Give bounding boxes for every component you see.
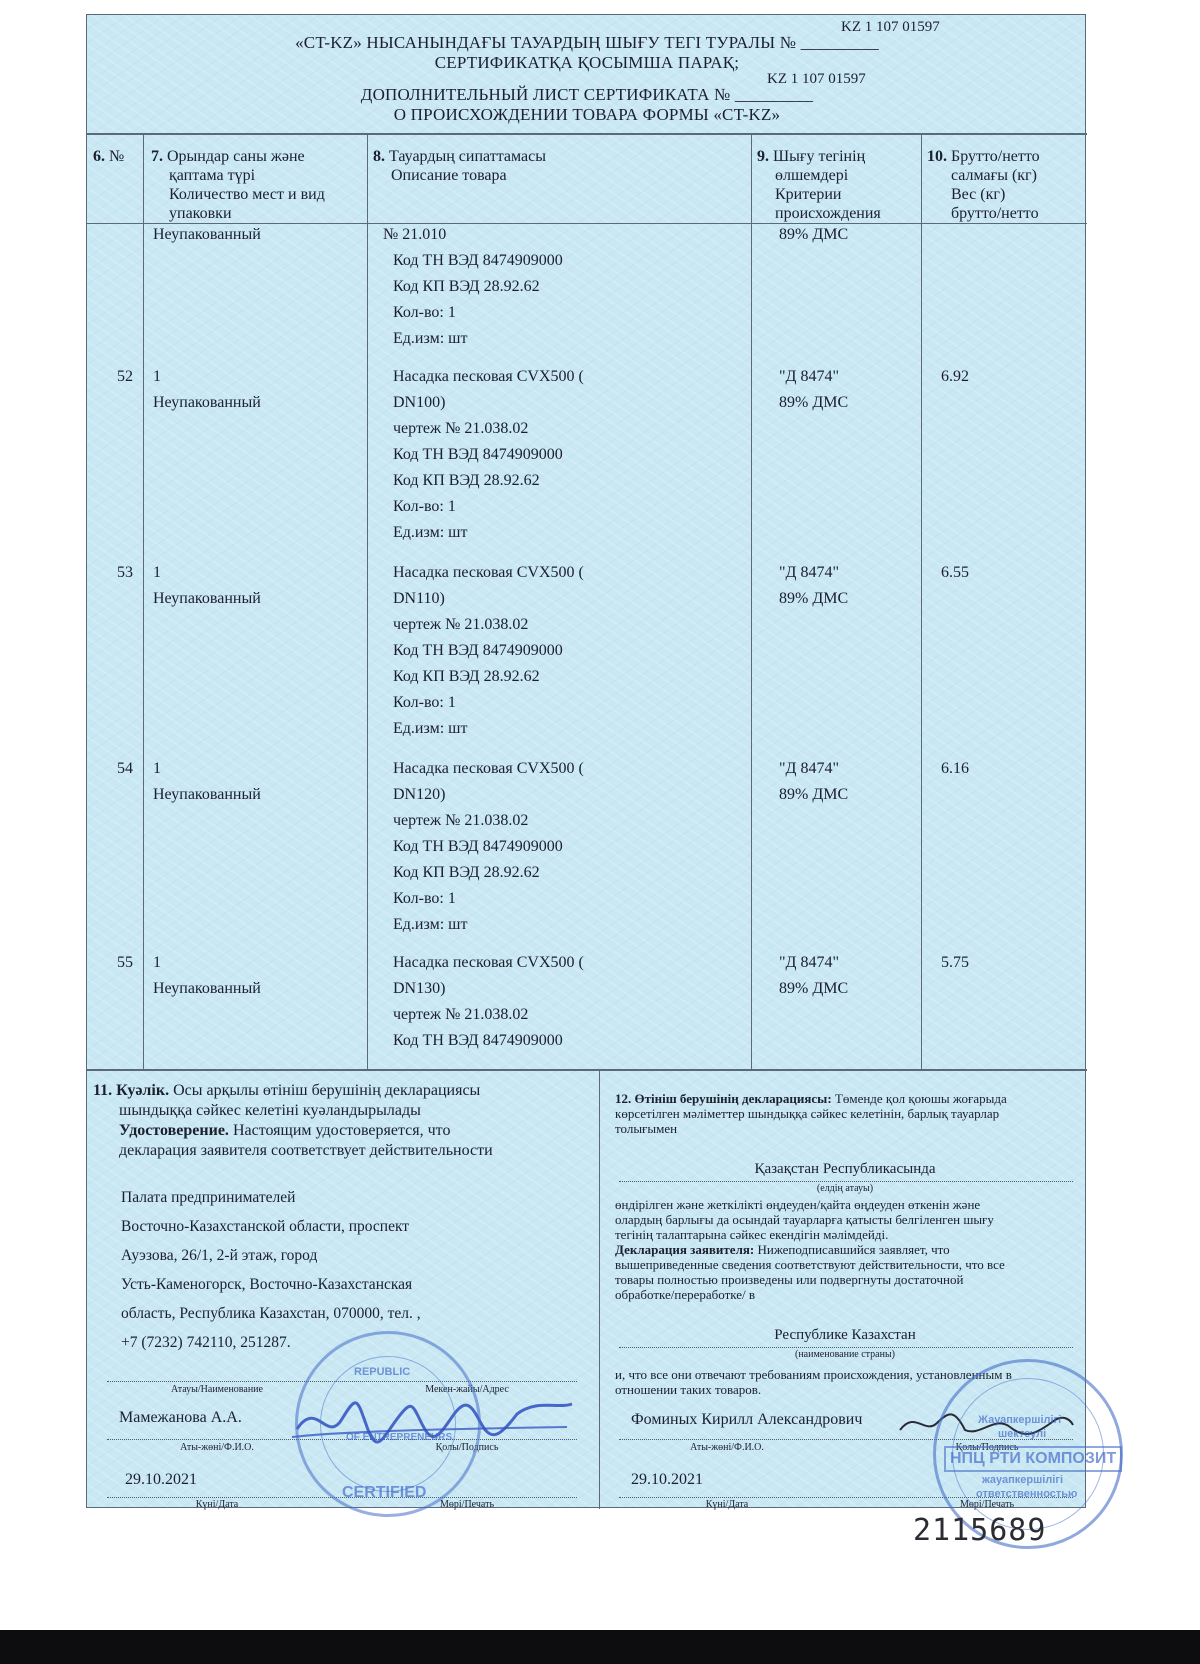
box12-country-ru: Республике Казахстан <box>774 1327 916 1343</box>
item-criteria: 89% ДМС <box>779 980 849 997</box>
cert-number-2: KZ 1 107 01597 <box>767 71 866 87</box>
company-stamp-top: Жауапкершілігі <box>978 1414 1062 1426</box>
item-qty: 1 <box>153 368 161 385</box>
address-line: Восточно-Казахстанской области, проспект <box>121 1218 410 1235</box>
item-desc-line: Ед.изм: шт <box>393 916 468 933</box>
col7-line-0: 7. Орындар саны және <box>151 148 305 165</box>
cert-number-1: KZ 1 107 01597 <box>841 19 940 35</box>
col7-line-2: Количество мест и вид <box>169 186 325 203</box>
box11-kz-line2: шындыққа сәйкес келетіні куәландырылады <box>119 1102 421 1119</box>
item-criteria: "Д 8474" <box>779 760 839 777</box>
col-header-criteria <box>757 147 881 223</box>
chamber-stamp-top-text: REPUBLIC <box>354 1366 411 1378</box>
address-line: область, Республика Казахстан, 070000, тел. , <box>121 1305 421 1322</box>
item-desc-line: Кол-во: 1 <box>393 498 456 515</box>
item-weight: 6.16 <box>941 760 969 777</box>
col10-line-0: 10. Брутто/нетто <box>927 148 1040 165</box>
box11-kz-line1: 11. Куәлік. Осы арқылы өтініш берушінің декларациясы <box>93 1082 481 1099</box>
item-desc-line: Кол-во: 1 <box>393 694 456 711</box>
col9-line-2: Критерии <box>775 186 842 203</box>
item-desc-line: Насадка песковая CVX500 ( <box>393 564 584 581</box>
box12-ru2-line: и, что все они отвечают требованиям происхождения, установленным в <box>615 1367 1012 1382</box>
col7-line-1: қаптама түрі <box>169 167 256 184</box>
box11-title <box>93 1081 593 1161</box>
column-header-border <box>87 223 1087 224</box>
table-top-border <box>87 133 1087 135</box>
box12-ru-line: вышеприведенные сведения соответствуют действительности, что все <box>615 1257 1005 1272</box>
item-desc-line: Ед.изм: шт <box>393 524 468 541</box>
box11-label-seal: Мөрі/Печать <box>440 1499 494 1510</box>
item-desc-line: DN130) <box>393 980 446 997</box>
carryover-desc-3: Кол-во: 1 <box>393 304 456 321</box>
item-weight: 6.55 <box>941 564 969 581</box>
item-no: 55 <box>117 954 133 971</box>
header-ru-line2: О ПРОИСХОЖДЕНИИ ТОВАРА ФОРМЫ «CT-KZ» <box>393 105 781 124</box>
col8-line-0: 8. Тауардың сипаттамасы <box>373 148 546 165</box>
item-qty: 1 <box>153 760 161 777</box>
box12-country-kz-rule <box>619 1181 1073 1182</box>
col9-line-0: 9. Шығу тегінің <box>757 148 866 165</box>
col-header-description <box>373 147 546 185</box>
item-desc-line: DN120) <box>393 786 446 803</box>
item-qty: 1 <box>153 954 161 971</box>
box11-date: 29.10.2021 <box>125 1471 197 1488</box>
header-kz-line2: СЕРТИФИКАТҚА ҚОСЫМША ПАРАҚ; <box>434 53 740 72</box>
header-kz <box>87 33 1087 73</box>
item-qty: 1 <box>153 564 161 581</box>
scan-edge-bar <box>0 1630 1200 1664</box>
header-kz-line1: «CT-KZ» НЫСАНЫНДАҒЫ ТАУАРДЫҢ ШЫҒУ ТЕГІ ТУРАЛЫ № _________ <box>295 33 879 52</box>
box12-kz2-line: олардың барлығы да осындай тауарларға қатысты белгіленген шығу <box>615 1212 994 1227</box>
item-packaging: Неупакованный <box>153 394 261 411</box>
chamber-stamp-bottom-text: CERTIFIED <box>342 1484 427 1501</box>
carryover-desc-2: Код КП ВЭД 28.92.62 <box>393 278 540 295</box>
box12-label-sign: Қолы/Подпись <box>955 1442 1019 1453</box>
carryover-desc-1: Код ТН ВЭД 8474909000 <box>393 252 563 269</box>
box-divider <box>599 1069 600 1509</box>
item-desc-line: DN100) <box>393 394 446 411</box>
item-desc-line: Код КП ВЭД 28.92.62 <box>393 472 540 489</box>
item-criteria: "Д 8474" <box>779 368 839 385</box>
col7-line-3: упаковки <box>169 205 232 222</box>
item-weight: 6.92 <box>941 368 969 385</box>
item-desc-line: чертеж № 21.038.02 <box>393 1006 529 1023</box>
box11-ru-line2: декларация заявителя соответствует действительности <box>119 1142 493 1159</box>
col-divider-4 <box>921 133 922 1069</box>
box12-ru-line: обработке/переработке/ в <box>615 1287 756 1302</box>
box12-title-line: 12. Өтініш берушінің декларациясы: Төменде қол қоюшы жоғарыда <box>615 1091 1007 1106</box>
header-ru <box>87 85 1087 125</box>
col-header-packaging <box>151 147 361 223</box>
carryover-criteria: 89% ДМС <box>779 226 849 243</box>
item-desc-line: чертеж № 21.038.02 <box>393 812 529 829</box>
table-bottom-border <box>87 1069 1087 1071</box>
item-desc-line: DN110) <box>393 590 445 607</box>
item-desc-line: Насадка песковая CVX500 ( <box>393 760 584 777</box>
box12-country-kz-label: (елдің атауы) <box>816 1183 874 1194</box>
address-line: Усть-Каменогорск, Восточно-Казахстанская <box>121 1276 413 1293</box>
carryover-packaging: Неупакованный <box>153 226 261 243</box>
address-line: Палата предпринимателей <box>121 1189 296 1206</box>
company-stamp-low: жауапкершілігі <box>982 1474 1064 1486</box>
chamber-stamp <box>295 1331 481 1517</box>
carryover-desc-0: № 21.010 <box>383 226 447 243</box>
box12-label-date: Күні/Дата <box>705 1499 749 1510</box>
box12-ru-title: Декларация заявителя: Нижеподписавшийся заявляет, что <box>615 1242 950 1257</box>
item-desc-line: Насадка песковая CVX500 ( <box>393 368 584 385</box>
item-desc-line: Код ТН ВЭД 8474909000 <box>393 838 563 855</box>
col8-line-1: Описание товара <box>391 167 507 184</box>
item-desc-line: чертеж № 21.038.02 <box>393 420 529 437</box>
item-packaging: Неупакованный <box>153 980 261 997</box>
box12-country-ru-label: (наименование страны) <box>794 1349 896 1360</box>
certificate-sheet <box>86 14 1117 1510</box>
item-criteria: 89% ДМС <box>779 786 849 803</box>
col10-line-3: брутто/нетто <box>951 205 1039 222</box>
box12-ru-line: товары полностью произведены или подвергнуты достаточной <box>615 1272 964 1287</box>
col-divider-1 <box>143 133 144 1069</box>
col-header-number: 6. № <box>93 148 125 165</box>
item-desc-line: Код ТН ВЭД 8474909000 <box>393 1032 563 1049</box>
col10-line-2: Вес (кг) <box>951 186 1006 203</box>
item-criteria: 89% ДМС <box>779 394 849 411</box>
company-stamp-mid: шектеулі <box>998 1428 1047 1440</box>
item-weight: 5.75 <box>941 954 969 971</box>
box12-kz2-line: өндірілген және жеткілікті өңдеуден/қайта өңдеуден өткенін және <box>615 1197 981 1212</box>
item-desc-line: Код ТН ВЭД 8474909000 <box>393 642 563 659</box>
box12-kz-line: көрсетілген мәліметтер шындыққа сәйкес келетінін, барлық тауарлар <box>615 1106 1000 1121</box>
item-criteria: "Д 8474" <box>779 564 839 581</box>
chamber-stamp-mid-text: OF ENTREPRENEURS <box>346 1432 453 1443</box>
box11-label-sign: Қолы/Подпись <box>435 1442 499 1453</box>
item-desc-line: Кол-во: 1 <box>393 890 456 907</box>
address-line: +7 (7232) 742110, 251287. <box>121 1334 291 1351</box>
col9-line-3: происхождения <box>775 205 881 222</box>
company-stamp-main: НПЦ РТИ КОМПОЗИТ <box>944 1446 1122 1472</box>
item-criteria: 89% ДМС <box>779 590 849 607</box>
box12-label-fio: Аты-жөні/Ф.И.О. <box>690 1442 764 1453</box>
col-header-weight <box>927 147 1040 223</box>
col10-line-1: салмағы (кг) <box>951 167 1037 184</box>
header-ru-line1: ДОПОЛНИТЕЛЬНЫЙ ЛИСТ СЕРТИФИКАТА № _________ <box>360 85 814 104</box>
box12-label-seal: Мөрі/Печать <box>960 1499 1014 1510</box>
box12-body <box>615 1197 1075 1302</box>
box12-title <box>615 1091 1075 1136</box>
serial-number: 2115689 <box>913 1513 1047 1548</box>
item-no: 53 <box>117 564 133 581</box>
item-desc-line: Код ТН ВЭД 8474909000 <box>393 446 563 463</box>
item-desc-line: Насадка песковая CVX500 ( <box>393 954 584 971</box>
item-no: 54 <box>117 760 133 777</box>
box11-label-fio: Аты-жөні/Ф.И.О. <box>180 1442 254 1453</box>
item-packaging: Неупакованный <box>153 590 261 607</box>
item-desc-line: Код КП ВЭД 28.92.62 <box>393 864 540 881</box>
item-packaging: Неупакованный <box>153 786 261 803</box>
box12-kz-line: толығымен <box>615 1121 678 1136</box>
item-no: 52 <box>117 368 133 385</box>
box12-ru2-line: отношении таких товаров. <box>615 1382 762 1397</box>
box12-kz2-line: тегінің талаптарына сәйкес екендігін мәлімдейді. <box>615 1227 889 1242</box>
box12-person: Фоминых Кирилл Александрович <box>631 1411 863 1428</box>
box12-country-kz: Қазақстан Республикасында <box>754 1161 936 1177</box>
box11-label-name: Атауы/Наименование <box>171 1384 263 1395</box>
box11-ru-line1: Удостоверение. Настоящим удостоверяется, что <box>119 1122 451 1139</box>
item-desc-line: чертеж № 21.038.02 <box>393 616 529 633</box>
company-stamp-bottom: ответственностью <box>976 1488 1078 1500</box>
col-divider-2 <box>367 133 368 1069</box>
col-divider-3 <box>751 133 752 1069</box>
item-desc-line: Код КП ВЭД 28.92.62 <box>393 668 540 685</box>
box12-date: 29.10.2021 <box>631 1471 703 1488</box>
box12-country-ru-rule <box>619 1347 1073 1348</box>
box11-person: Мамежанова А.А. <box>119 1409 242 1426</box>
col9-line-1: өлшемдері <box>775 167 849 184</box>
box11-label-address: Мекен-жайы/Адрес <box>425 1384 509 1395</box>
address-line: Ауэзова, 26/1, 2-й этаж, город <box>121 1247 318 1264</box>
item-desc-line: Ед.изм: шт <box>393 720 468 737</box>
carryover-desc-4: Ед.изм: шт <box>393 330 468 347</box>
box11-label-date: Күні/Дата <box>195 1499 239 1510</box>
item-criteria: "Д 8474" <box>779 954 839 971</box>
